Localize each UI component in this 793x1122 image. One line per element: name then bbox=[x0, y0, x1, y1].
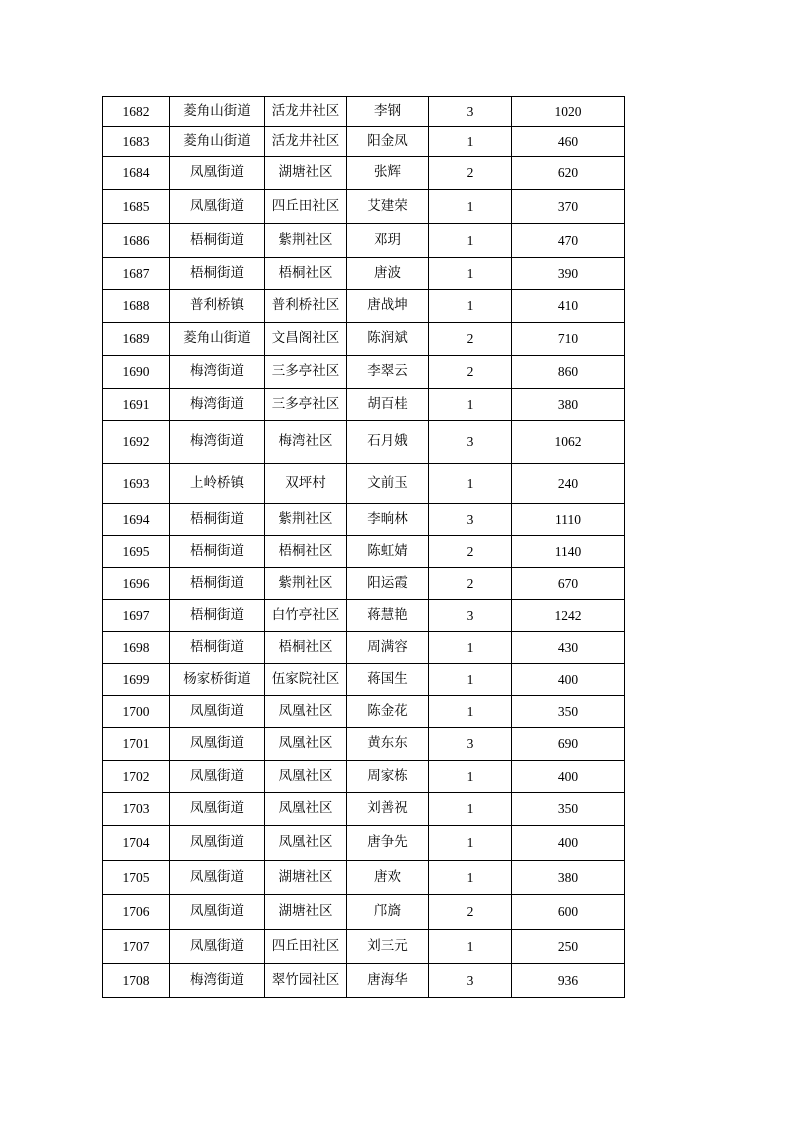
amount-cell: 430 bbox=[512, 632, 625, 664]
row-number-cell: 1696 bbox=[103, 568, 170, 600]
table-row bbox=[103, 761, 625, 793]
name-cell: 陈虹婧 bbox=[347, 536, 429, 568]
street-cell: 梅湾街道 bbox=[170, 356, 265, 389]
row-number-cell: 1695 bbox=[103, 536, 170, 568]
amount-cell: 370 bbox=[512, 190, 625, 224]
name-cell: 周家栋 bbox=[347, 761, 429, 793]
name-cell: 邓玥 bbox=[347, 224, 429, 258]
amount-cell: 860 bbox=[512, 356, 625, 389]
community-cell: 凤凰社区 bbox=[265, 793, 347, 826]
community-cell: 湖塘社区 bbox=[265, 895, 347, 930]
street-cell: 梅湾街道 bbox=[170, 421, 265, 464]
table-row bbox=[103, 964, 625, 998]
name-cell: 阳运霞 bbox=[347, 568, 429, 600]
community-cell: 凤凰社区 bbox=[265, 696, 347, 728]
table-row bbox=[103, 356, 625, 389]
amount-cell: 690 bbox=[512, 728, 625, 761]
name-cell: 陈金花 bbox=[347, 696, 429, 728]
community-cell: 普利桥社区 bbox=[265, 290, 347, 323]
table-row bbox=[103, 323, 625, 356]
name-cell: 唐海华 bbox=[347, 964, 429, 998]
community-cell: 活龙井社区 bbox=[265, 127, 347, 157]
name-cell: 陈润斌 bbox=[347, 323, 429, 356]
street-cell: 凤凰街道 bbox=[170, 930, 265, 964]
household-size-cell: 1 bbox=[429, 664, 512, 696]
row-number-cell: 1706 bbox=[103, 895, 170, 930]
community-cell: 翠竹园社区 bbox=[265, 964, 347, 998]
street-cell: 梧桐街道 bbox=[170, 632, 265, 664]
records-body bbox=[103, 97, 625, 998]
table-row bbox=[103, 568, 625, 600]
street-cell: 凤凰街道 bbox=[170, 826, 265, 861]
community-cell: 双坪村 bbox=[265, 464, 347, 504]
amount-cell: 240 bbox=[512, 464, 625, 504]
household-size-cell: 1 bbox=[429, 696, 512, 728]
household-size-cell: 1 bbox=[429, 793, 512, 826]
row-number-cell: 1692 bbox=[103, 421, 170, 464]
street-cell: 梧桐街道 bbox=[170, 224, 265, 258]
table-row bbox=[103, 224, 625, 258]
amount-cell: 460 bbox=[512, 127, 625, 157]
community-cell: 凤凰社区 bbox=[265, 761, 347, 793]
street-cell: 梧桐街道 bbox=[170, 504, 265, 536]
row-number-cell: 1700 bbox=[103, 696, 170, 728]
street-cell: 凤凰街道 bbox=[170, 793, 265, 826]
household-size-cell: 2 bbox=[429, 157, 512, 190]
street-cell: 凤凰街道 bbox=[170, 696, 265, 728]
name-cell: 唐战坤 bbox=[347, 290, 429, 323]
community-cell: 文昌阁社区 bbox=[265, 323, 347, 356]
amount-cell: 1062 bbox=[512, 421, 625, 464]
table-row bbox=[103, 190, 625, 224]
row-number-cell: 1687 bbox=[103, 258, 170, 290]
row-number-cell: 1686 bbox=[103, 224, 170, 258]
household-size-cell: 1 bbox=[429, 632, 512, 664]
table-row bbox=[103, 421, 625, 464]
household-size-cell: 1 bbox=[429, 290, 512, 323]
household-size-cell: 3 bbox=[429, 964, 512, 998]
amount-cell: 390 bbox=[512, 258, 625, 290]
household-size-cell: 1 bbox=[429, 826, 512, 861]
street-cell: 梅湾街道 bbox=[170, 964, 265, 998]
amount-cell: 1242 bbox=[512, 600, 625, 632]
community-cell: 伍家院社区 bbox=[265, 664, 347, 696]
table-row bbox=[103, 728, 625, 761]
amount-cell: 600 bbox=[512, 895, 625, 930]
street-cell: 凤凰街道 bbox=[170, 157, 265, 190]
household-size-cell: 1 bbox=[429, 389, 512, 421]
amount-cell: 380 bbox=[512, 389, 625, 421]
street-cell: 普利桥镇 bbox=[170, 290, 265, 323]
table-row bbox=[103, 861, 625, 895]
name-cell: 唐波 bbox=[347, 258, 429, 290]
name-cell: 黄东东 bbox=[347, 728, 429, 761]
name-cell: 李钢 bbox=[347, 97, 429, 127]
amount-cell: 936 bbox=[512, 964, 625, 998]
table-row bbox=[103, 696, 625, 728]
household-size-cell: 2 bbox=[429, 356, 512, 389]
community-cell: 紫荆社区 bbox=[265, 224, 347, 258]
table-row bbox=[103, 895, 625, 930]
name-cell: 胡百桂 bbox=[347, 389, 429, 421]
name-cell: 唐欢 bbox=[347, 861, 429, 895]
table-row bbox=[103, 97, 625, 127]
table-row bbox=[103, 536, 625, 568]
row-number-cell: 1689 bbox=[103, 323, 170, 356]
household-size-cell: 2 bbox=[429, 568, 512, 600]
row-number-cell: 1694 bbox=[103, 504, 170, 536]
street-cell: 菱角山街道 bbox=[170, 323, 265, 356]
name-cell: 蒋国生 bbox=[347, 664, 429, 696]
amount-cell: 350 bbox=[512, 793, 625, 826]
name-cell: 刘善祝 bbox=[347, 793, 429, 826]
table-row bbox=[103, 258, 625, 290]
row-number-cell: 1708 bbox=[103, 964, 170, 998]
household-size-cell: 1 bbox=[429, 861, 512, 895]
table-row bbox=[103, 290, 625, 323]
household-size-cell: 1 bbox=[429, 258, 512, 290]
name-cell: 周满容 bbox=[347, 632, 429, 664]
street-cell: 上岭桥镇 bbox=[170, 464, 265, 504]
row-number-cell: 1704 bbox=[103, 826, 170, 861]
name-cell: 张辉 bbox=[347, 157, 429, 190]
community-cell: 三多亭社区 bbox=[265, 356, 347, 389]
amount-cell: 380 bbox=[512, 861, 625, 895]
community-cell: 紫荆社区 bbox=[265, 568, 347, 600]
community-cell: 紫荆社区 bbox=[265, 504, 347, 536]
row-number-cell: 1683 bbox=[103, 127, 170, 157]
household-size-cell: 2 bbox=[429, 323, 512, 356]
amount-cell: 710 bbox=[512, 323, 625, 356]
community-cell: 梧桐社区 bbox=[265, 632, 347, 664]
household-size-cell: 1 bbox=[429, 464, 512, 504]
name-cell: 李翠云 bbox=[347, 356, 429, 389]
household-size-cell: 3 bbox=[429, 728, 512, 761]
row-number-cell: 1682 bbox=[103, 97, 170, 127]
row-number-cell: 1702 bbox=[103, 761, 170, 793]
row-number-cell: 1699 bbox=[103, 664, 170, 696]
row-number-cell: 1688 bbox=[103, 290, 170, 323]
name-cell: 邝旖 bbox=[347, 895, 429, 930]
community-cell: 梧桐社区 bbox=[265, 258, 347, 290]
street-cell: 凤凰街道 bbox=[170, 761, 265, 793]
amount-cell: 400 bbox=[512, 761, 625, 793]
street-cell: 杨家桥街道 bbox=[170, 664, 265, 696]
name-cell: 蒋慧艳 bbox=[347, 600, 429, 632]
street-cell: 梧桐街道 bbox=[170, 536, 265, 568]
records-table bbox=[102, 96, 625, 998]
street-cell: 凤凰街道 bbox=[170, 861, 265, 895]
row-number-cell: 1705 bbox=[103, 861, 170, 895]
row-number-cell: 1693 bbox=[103, 464, 170, 504]
amount-cell: 400 bbox=[512, 664, 625, 696]
community-cell: 四丘田社区 bbox=[265, 190, 347, 224]
street-cell: 菱角山街道 bbox=[170, 97, 265, 127]
name-cell: 石月娥 bbox=[347, 421, 429, 464]
table-row bbox=[103, 464, 625, 504]
table-row bbox=[103, 632, 625, 664]
amount-cell: 410 bbox=[512, 290, 625, 323]
amount-cell: 620 bbox=[512, 157, 625, 190]
street-cell: 菱角山街道 bbox=[170, 127, 265, 157]
amount-cell: 1020 bbox=[512, 97, 625, 127]
amount-cell: 350 bbox=[512, 696, 625, 728]
table-row bbox=[103, 504, 625, 536]
table-row bbox=[103, 826, 625, 861]
community-cell: 白竹亭社区 bbox=[265, 600, 347, 632]
community-cell: 湖塘社区 bbox=[265, 157, 347, 190]
name-cell: 阳金凤 bbox=[347, 127, 429, 157]
household-size-cell: 3 bbox=[429, 97, 512, 127]
table-row bbox=[103, 127, 625, 157]
community-cell: 湖塘社区 bbox=[265, 861, 347, 895]
household-size-cell: 1 bbox=[429, 930, 512, 964]
amount-cell: 1110 bbox=[512, 504, 625, 536]
community-cell: 三多亭社区 bbox=[265, 389, 347, 421]
amount-cell: 250 bbox=[512, 930, 625, 964]
household-size-cell: 2 bbox=[429, 536, 512, 568]
name-cell: 李晌林 bbox=[347, 504, 429, 536]
name-cell: 文前玉 bbox=[347, 464, 429, 504]
household-size-cell: 3 bbox=[429, 421, 512, 464]
community-cell: 凤凰社区 bbox=[265, 728, 347, 761]
table-row bbox=[103, 389, 625, 421]
amount-cell: 670 bbox=[512, 568, 625, 600]
street-cell: 梅湾街道 bbox=[170, 389, 265, 421]
table-row bbox=[103, 157, 625, 190]
row-number-cell: 1684 bbox=[103, 157, 170, 190]
row-number-cell: 1707 bbox=[103, 930, 170, 964]
community-cell: 梧桐社区 bbox=[265, 536, 347, 568]
community-cell: 梅湾社区 bbox=[265, 421, 347, 464]
community-cell: 四丘田社区 bbox=[265, 930, 347, 964]
street-cell: 凤凰街道 bbox=[170, 190, 265, 224]
street-cell: 凤凰街道 bbox=[170, 728, 265, 761]
household-size-cell: 3 bbox=[429, 600, 512, 632]
amount-cell: 470 bbox=[512, 224, 625, 258]
row-number-cell: 1685 bbox=[103, 190, 170, 224]
street-cell: 梧桐街道 bbox=[170, 600, 265, 632]
row-number-cell: 1703 bbox=[103, 793, 170, 826]
row-number-cell: 1697 bbox=[103, 600, 170, 632]
table-row bbox=[103, 930, 625, 964]
household-size-cell: 1 bbox=[429, 224, 512, 258]
household-size-cell: 1 bbox=[429, 761, 512, 793]
street-cell: 梧桐街道 bbox=[170, 568, 265, 600]
street-cell: 梧桐街道 bbox=[170, 258, 265, 290]
name-cell: 艾建荣 bbox=[347, 190, 429, 224]
name-cell: 唐争先 bbox=[347, 826, 429, 861]
household-size-cell: 1 bbox=[429, 127, 512, 157]
community-cell: 活龙井社区 bbox=[265, 97, 347, 127]
table-row bbox=[103, 793, 625, 826]
street-cell: 凤凰街道 bbox=[170, 895, 265, 930]
row-number-cell: 1691 bbox=[103, 389, 170, 421]
row-number-cell: 1690 bbox=[103, 356, 170, 389]
community-cell: 凤凰社区 bbox=[265, 826, 347, 861]
household-size-cell: 2 bbox=[429, 895, 512, 930]
household-size-cell: 3 bbox=[429, 504, 512, 536]
table-row bbox=[103, 600, 625, 632]
row-number-cell: 1701 bbox=[103, 728, 170, 761]
amount-cell: 400 bbox=[512, 826, 625, 861]
household-size-cell: 1 bbox=[429, 190, 512, 224]
amount-cell: 1140 bbox=[512, 536, 625, 568]
row-number-cell: 1698 bbox=[103, 632, 170, 664]
name-cell: 刘三元 bbox=[347, 930, 429, 964]
table-row bbox=[103, 664, 625, 696]
